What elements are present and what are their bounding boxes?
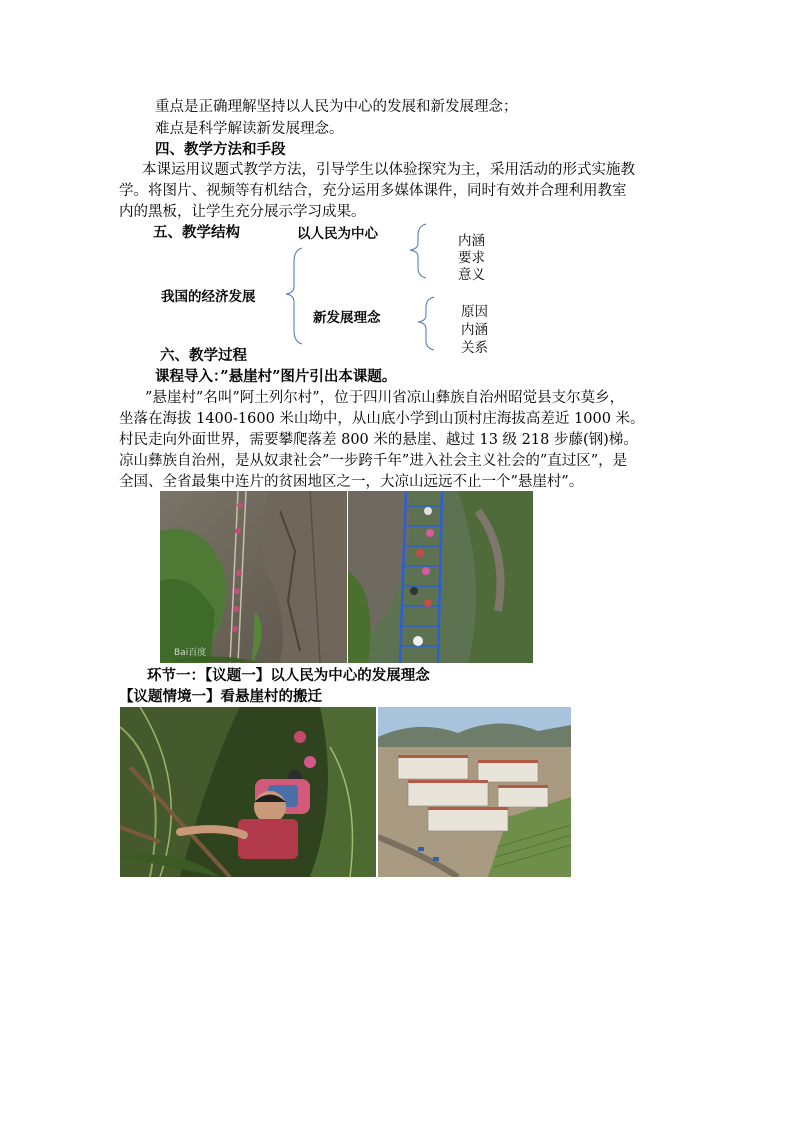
branch-new-development: 新发展理念 xyxy=(313,310,381,326)
branch1-item: 要求 xyxy=(458,250,485,266)
branch2-item: 原因 xyxy=(461,304,488,320)
branch2-item: 内涵 xyxy=(461,322,488,338)
section5-heading: 五、教学结构 xyxy=(153,224,240,241)
branch1-item: 意义 xyxy=(458,267,485,283)
difficulty-point: 难点是科学解读新发展理念。 xyxy=(155,121,344,137)
section4-line: 本课运用议题式教学方法，引导学生以体验探究为主，采用活动的形式实施教 xyxy=(142,162,635,178)
intro-line: 凉山彝族自治州，是从奴隶社会”一步跨千年”进入社会主义社会的”直过区”，是 xyxy=(119,453,628,469)
intro-title: 课程导入：”悬崖村”图片引出本课题。 xyxy=(155,368,397,385)
intro-line: 全国、全省最集中连片的贫困地区之一，大凉山远远不止一个”悬崖村”。 xyxy=(119,474,584,490)
section4-line: 内的黑板，让学生充分展示学习成果。 xyxy=(119,204,366,220)
intro-line: 村民走向外面世界，需要攀爬落差 800 米的悬崖、越过 13 级 218 步藤(钢)梯。 xyxy=(119,432,638,448)
structure-root: 我国的经济发展 xyxy=(161,289,256,305)
branch2-item: 关系 xyxy=(461,340,488,356)
section4-line: 学。将图片、视频等有机结合，充分运用多媒体课件，同时有效并合理利用教室 xyxy=(119,183,627,199)
cliff-ladder-photo-right xyxy=(348,491,533,663)
intro-line: 坐落在海拔 1400-1600 米山坳中，从山底小学到山顶村庄海拔高差近 1000 米。 xyxy=(119,411,645,427)
relocation-town-photo xyxy=(378,707,571,877)
branch-people-centered: 以人民为中心 xyxy=(297,226,378,242)
baidu-watermark: Bai百度 xyxy=(174,648,207,658)
cliff-ladder-photo-left xyxy=(160,491,347,663)
link1-title: 环节一：【议题一】以人民为中心的发展理念 xyxy=(147,667,430,684)
intro-line: ”悬崖村”名叫”阿土列尔村”，位于四川省凉山彝族自治州昭觉县支尔莫乡， xyxy=(145,390,625,406)
section6-heading: 六、教学过程 xyxy=(160,347,247,364)
section4-heading: 四、教学方法和手段 xyxy=(155,141,286,158)
focus-point: 重点是正确理解坚持以人民为中心的发展和新发展理念； xyxy=(155,99,518,115)
scenario1-title: 【议题情境一】看悬崖村的搬迁 xyxy=(119,688,322,705)
branch1-item: 内涵 xyxy=(458,233,485,249)
child-climbing-photo xyxy=(120,707,376,877)
